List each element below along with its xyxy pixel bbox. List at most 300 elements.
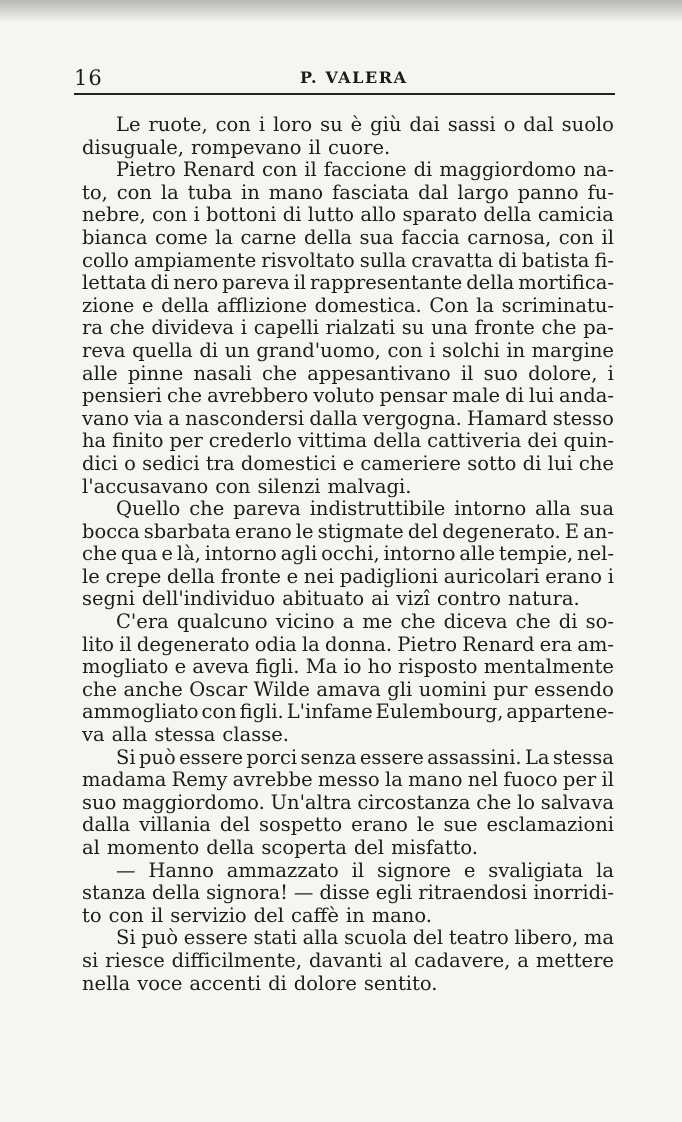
word: stessa xyxy=(154,723,216,747)
text-line xyxy=(82,408,614,431)
word: disse xyxy=(319,881,370,905)
word: Quello xyxy=(116,497,181,521)
word: tuba xyxy=(187,180,233,204)
word: che xyxy=(400,610,436,634)
header-rule xyxy=(74,93,615,95)
word: ha xyxy=(82,429,107,453)
text-line xyxy=(82,747,614,770)
word: il xyxy=(304,158,317,182)
body-text xyxy=(82,114,614,995)
word: alla xyxy=(535,497,571,521)
word: Si xyxy=(116,745,136,769)
word: dell'individuo xyxy=(141,587,276,611)
word: nel- xyxy=(577,542,614,566)
word: pur xyxy=(493,677,528,701)
word: dolore xyxy=(293,971,357,995)
word: aveva xyxy=(192,655,250,679)
word: capelli xyxy=(253,316,319,340)
word: padiglioni xyxy=(339,564,439,588)
word: le xyxy=(295,519,314,543)
word: donna. xyxy=(324,632,393,656)
word: mano xyxy=(408,768,463,792)
word: voluto xyxy=(313,384,375,408)
word: divideva xyxy=(151,316,235,340)
word: avrebbero xyxy=(207,384,309,408)
word: degenerato xyxy=(136,632,250,656)
word: inorridi- xyxy=(533,881,614,905)
word: vizî xyxy=(396,587,430,611)
text-line xyxy=(82,250,614,273)
word: momento xyxy=(106,836,200,859)
word: e xyxy=(342,451,355,475)
word: maggiordomo xyxy=(439,158,577,182)
word: l'accusavano xyxy=(82,474,209,498)
word: rompevano xyxy=(190,135,302,159)
word: fasciata xyxy=(332,180,410,204)
text-line xyxy=(82,204,614,227)
word: la xyxy=(384,768,403,792)
word: sua xyxy=(579,497,614,521)
word: i xyxy=(193,203,200,227)
word: nella xyxy=(82,971,131,995)
word: lito xyxy=(82,632,115,656)
word: loro xyxy=(273,113,313,136)
word: a xyxy=(168,406,180,430)
word: messo xyxy=(317,768,380,792)
word: scoperta xyxy=(261,836,347,859)
word: riesce xyxy=(105,948,165,972)
word: la xyxy=(215,225,233,249)
word: qua xyxy=(120,542,158,566)
word: alla xyxy=(111,723,148,747)
word: essere xyxy=(183,926,248,950)
word: suo xyxy=(82,790,117,814)
word: cameriere xyxy=(360,451,461,475)
word: figli. xyxy=(255,655,300,679)
word: che xyxy=(541,316,577,340)
word: si xyxy=(82,948,99,972)
text-line xyxy=(82,227,614,250)
word: che xyxy=(82,542,118,566)
word: erano xyxy=(351,813,408,837)
page-top-edge xyxy=(0,0,682,22)
word: nei xyxy=(303,564,335,588)
word: di xyxy=(150,271,170,295)
word: degenerato. xyxy=(442,519,561,543)
word: E xyxy=(564,519,580,543)
word: sospetto xyxy=(258,813,343,837)
word: rappresentante xyxy=(310,271,463,295)
word: con xyxy=(215,113,251,136)
word: vergogna. xyxy=(362,406,462,430)
word: alla xyxy=(302,926,339,950)
word: gli xyxy=(387,677,413,701)
word: nebre, xyxy=(82,203,146,227)
word: Si xyxy=(116,926,136,950)
word: della xyxy=(466,271,515,295)
word: la xyxy=(301,632,320,656)
word: uomini xyxy=(418,677,487,701)
word: le xyxy=(82,564,100,588)
word: può xyxy=(141,926,179,950)
word: quella xyxy=(132,338,193,362)
word: sotto xyxy=(467,451,517,475)
word: lutto xyxy=(307,203,355,227)
word: abituato xyxy=(282,587,365,611)
word: il xyxy=(460,361,474,385)
word: del xyxy=(219,813,251,837)
word: o xyxy=(503,113,516,136)
word: ra xyxy=(82,316,103,340)
text-line xyxy=(82,317,614,340)
word: Con xyxy=(429,293,469,317)
word: fi- xyxy=(594,248,614,272)
text-line xyxy=(82,656,614,679)
word: i xyxy=(258,113,266,136)
word: fuoco xyxy=(503,768,558,792)
word: erano xyxy=(234,519,292,543)
word: della xyxy=(151,881,201,905)
word: e xyxy=(463,858,476,882)
word: dalla xyxy=(309,406,358,430)
word: pareva xyxy=(233,497,301,521)
word: voce xyxy=(137,971,183,995)
word: come xyxy=(154,225,208,249)
word: signora! xyxy=(206,881,288,905)
word: in xyxy=(241,180,260,204)
word: svaligiata xyxy=(488,858,584,882)
word: è xyxy=(350,113,363,136)
word: servizio xyxy=(170,903,247,927)
word: crepe xyxy=(105,564,162,588)
text-line xyxy=(82,566,614,589)
word: con xyxy=(201,700,237,724)
word: pensar xyxy=(379,384,448,408)
word: al xyxy=(389,948,408,972)
word: la xyxy=(596,858,614,882)
word: stati xyxy=(253,926,297,950)
word: faccione xyxy=(323,158,407,182)
word: mano xyxy=(268,180,324,204)
word: dalla xyxy=(82,813,131,837)
word: appartene- xyxy=(506,700,614,724)
word: rialzati xyxy=(325,316,396,340)
text-line xyxy=(82,340,614,363)
word: male xyxy=(452,384,501,408)
text-line xyxy=(82,769,614,792)
word: Oscar xyxy=(189,677,248,701)
word: con xyxy=(215,474,251,498)
word: alle xyxy=(459,542,495,566)
word: grand'uomo, xyxy=(256,338,381,362)
word: La xyxy=(524,745,550,769)
text-line xyxy=(82,182,614,205)
word: ampiamente xyxy=(133,248,257,272)
word: e xyxy=(141,293,154,317)
word: ammazzato xyxy=(226,858,339,882)
word: carnosa, xyxy=(467,225,552,249)
word: che xyxy=(109,316,145,340)
word: del xyxy=(412,926,444,950)
word: nasali xyxy=(193,361,252,385)
word: Hamard xyxy=(466,406,548,430)
word: che xyxy=(476,790,512,814)
word: sbarbata xyxy=(143,519,231,543)
word: intorno xyxy=(383,542,456,566)
word: lo xyxy=(517,790,536,814)
word: Pietro xyxy=(397,632,458,656)
word: intorno xyxy=(454,497,527,521)
word: salvava xyxy=(540,790,614,814)
word: — xyxy=(116,858,136,882)
text-line xyxy=(82,159,614,182)
word: Remy xyxy=(171,768,228,792)
text-line xyxy=(82,701,614,724)
word: carne xyxy=(240,225,297,249)
text-line xyxy=(82,860,614,883)
word: via xyxy=(134,406,164,430)
text-line xyxy=(82,973,614,996)
word: e xyxy=(161,542,173,566)
word: avrebbe xyxy=(232,768,313,792)
word: di xyxy=(522,451,542,475)
word: il xyxy=(351,858,365,882)
word: suolo xyxy=(561,113,614,136)
word: disuguale, xyxy=(82,135,184,159)
word: sue xyxy=(443,813,478,837)
text-line xyxy=(82,272,614,295)
word: di xyxy=(558,610,578,634)
word: figli. xyxy=(239,700,284,724)
word: cravatta xyxy=(411,248,494,272)
word: villania xyxy=(139,813,211,837)
word: che xyxy=(189,497,225,521)
text-line xyxy=(82,814,614,837)
word: margine xyxy=(531,338,614,362)
word: occhi, xyxy=(321,542,380,566)
word: largo xyxy=(457,180,509,204)
word: panno xyxy=(517,180,579,204)
word: zione xyxy=(82,293,135,317)
word: Renard xyxy=(182,158,256,182)
word: nascondersi xyxy=(185,406,305,430)
word: della xyxy=(166,564,216,588)
word: faccia xyxy=(401,225,460,249)
word: con xyxy=(558,225,594,249)
word: anda- xyxy=(559,384,614,408)
word: vittima xyxy=(297,429,368,453)
word: la xyxy=(160,180,179,204)
word: maggiordomo. xyxy=(122,790,265,814)
text-line xyxy=(82,950,614,973)
word: che xyxy=(262,361,298,385)
word: essendo xyxy=(534,677,614,701)
word: sparato xyxy=(402,203,478,227)
word: del xyxy=(253,903,284,927)
word: Pietro xyxy=(116,158,176,182)
word: che xyxy=(515,610,551,634)
word: silenzi xyxy=(257,474,321,498)
text-line xyxy=(82,792,614,815)
word: che xyxy=(578,451,614,475)
word: pareva xyxy=(222,271,290,295)
word: indistruttibile xyxy=(309,497,446,521)
word: difficilmente, xyxy=(171,948,303,972)
word: senza xyxy=(300,745,357,769)
word: to, xyxy=(82,180,108,204)
word: il xyxy=(601,768,614,792)
word: porci xyxy=(246,745,298,769)
word: scriminatu- xyxy=(501,293,614,317)
word: cadavere, xyxy=(414,948,511,972)
word: con xyxy=(387,338,423,362)
word: mettere xyxy=(535,948,614,972)
text-line xyxy=(82,882,614,905)
word: cattiveria xyxy=(427,429,522,453)
word: e xyxy=(286,564,299,588)
word: giù xyxy=(370,113,402,136)
word: là, xyxy=(176,542,201,566)
word: diceva xyxy=(443,610,508,634)
word: segni xyxy=(82,587,135,611)
word: e xyxy=(174,655,187,679)
word: assassini. xyxy=(427,745,522,769)
word: della xyxy=(483,203,532,227)
word: di xyxy=(498,248,517,272)
word: accenti xyxy=(189,971,262,995)
word: egli xyxy=(375,881,413,905)
text-line xyxy=(82,385,614,408)
word: della xyxy=(373,429,422,453)
word: domestici xyxy=(240,451,337,475)
word: essere xyxy=(359,745,424,769)
word: per xyxy=(562,768,597,792)
word: a xyxy=(342,610,355,634)
word: crederlo xyxy=(208,429,292,453)
word: davanti xyxy=(308,948,383,972)
word: ma xyxy=(583,926,614,950)
word: Hanno xyxy=(148,858,214,882)
text-line xyxy=(82,588,614,611)
word: L'infame xyxy=(286,700,373,724)
text-line xyxy=(82,453,614,476)
word: fronte xyxy=(220,564,281,588)
word: mogliato xyxy=(82,655,169,679)
word: di xyxy=(282,203,302,227)
word: in xyxy=(345,903,365,927)
word: della xyxy=(161,293,210,317)
word: sua xyxy=(359,225,394,249)
word: con xyxy=(108,903,144,927)
word: madama xyxy=(82,768,167,792)
word: contro xyxy=(436,587,501,611)
word: — xyxy=(293,881,314,905)
word: della xyxy=(206,836,255,859)
word: pinne xyxy=(127,361,184,385)
word: dal xyxy=(418,180,449,204)
word: Renard xyxy=(462,632,535,656)
word: sentito. xyxy=(363,971,438,995)
text-line xyxy=(82,295,614,318)
word: sulla xyxy=(359,248,407,272)
word: cuore. xyxy=(327,135,391,159)
word: solchi xyxy=(442,338,500,362)
word: il xyxy=(601,225,614,249)
word: pensieri xyxy=(82,384,162,408)
word: io xyxy=(343,655,362,679)
word: in xyxy=(506,338,526,362)
word: tempie, xyxy=(498,542,574,566)
word: ho xyxy=(367,655,392,679)
word: Un'altra xyxy=(270,790,352,814)
word: per xyxy=(169,429,203,453)
text-line xyxy=(82,498,614,521)
word: anche xyxy=(123,677,183,701)
word: C'era xyxy=(116,610,169,634)
word: erano xyxy=(545,564,603,588)
word: mentalmente xyxy=(483,655,614,679)
word: di xyxy=(199,338,219,362)
word: di xyxy=(268,971,287,995)
word: misfatto. xyxy=(391,836,479,859)
word: risposto xyxy=(398,655,478,679)
word: batista xyxy=(521,248,590,272)
word: con xyxy=(262,158,298,182)
word: fu- xyxy=(587,180,614,204)
word: il xyxy=(293,271,307,295)
word: di xyxy=(505,384,524,408)
text-line xyxy=(82,543,614,566)
word: che xyxy=(167,384,203,408)
word: domestica. xyxy=(314,293,422,317)
word: collo xyxy=(82,248,129,272)
word: i xyxy=(607,361,614,385)
word: tra xyxy=(205,451,235,475)
text-line xyxy=(82,724,614,747)
word: della xyxy=(303,225,353,249)
page-number: 16 xyxy=(74,66,103,90)
word: Wilde xyxy=(253,677,310,701)
word: ruote, xyxy=(148,113,208,136)
word: mano. xyxy=(371,903,432,927)
word: bianca xyxy=(82,225,148,249)
word: vano xyxy=(82,406,129,430)
word: dal xyxy=(523,113,554,136)
word: stesso xyxy=(552,406,614,430)
word: malvagi. xyxy=(327,474,412,498)
word: con xyxy=(151,203,188,227)
word: ritraendosi xyxy=(418,881,528,905)
word: era xyxy=(539,632,573,656)
word: alle xyxy=(82,361,118,385)
word: che xyxy=(82,677,118,701)
word: fronte xyxy=(474,316,535,340)
word: amava xyxy=(316,677,381,701)
text-line xyxy=(82,611,614,634)
word: nero xyxy=(173,271,219,295)
word: agli xyxy=(280,542,318,566)
word: stanza xyxy=(82,881,146,905)
word: na- xyxy=(583,158,614,182)
word: Eulembourg, xyxy=(375,700,504,724)
word: scuola xyxy=(344,926,408,950)
word: o xyxy=(124,451,136,475)
word: dei xyxy=(527,429,558,453)
word: esclamazioni xyxy=(486,813,614,837)
word: il xyxy=(150,903,164,927)
word: con xyxy=(116,180,152,204)
word: un xyxy=(224,338,250,362)
